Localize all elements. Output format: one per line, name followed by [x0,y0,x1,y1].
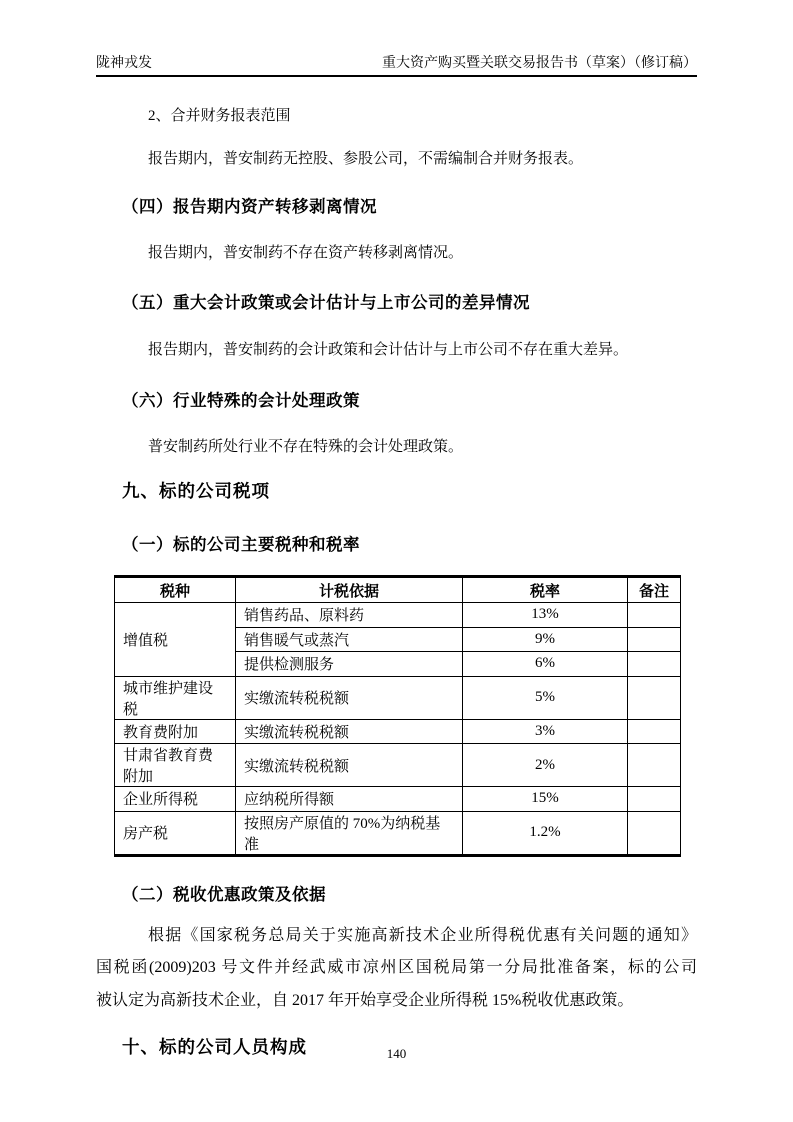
cell-tax-basis: 销售暖气或蒸汽 [236,627,463,652]
page-number: 140 [386,1046,407,1061]
cell-tax-note [628,811,681,855]
page-footer [0,1046,793,1062]
tax-table-header-tax: 税种 [115,577,236,603]
paragraph-line: 根据《国家税务总局关于实施高新技术企业所得税优惠有关问题的通知》 [148,926,697,944]
cell-tax-name: 增值税 [115,603,236,677]
cell-tax-rate: 15% [463,787,628,812]
cell-tax-basis: 销售药品、原料药 [236,603,463,628]
cell-tax-name: 城市维护建设税 [115,676,236,719]
cell-tax-name: 房产税 [115,811,236,855]
paragraph-asset-transfer: 报告期内，普安制药不存在资产转移剥离情况。 [148,245,464,261]
cell-tax-rate: 5% [463,676,628,719]
cell-tax-rate: 1.2% [463,811,628,855]
chapter-heading-9: 九、标的公司税项 [122,481,270,501]
cell-tax-basis: 实缴流转税税额 [236,676,463,719]
section-heading-6: （六）行业特殊的会计处理政策 [122,392,360,410]
cell-tax-basis: 应纳税所得额 [236,787,463,812]
cell-tax-note [628,744,681,787]
cell-tax-rate: 9% [463,627,628,652]
tax-table-header-row [115,577,681,603]
chapter-heading-10: 十、标的公司人员构成 [122,1037,307,1057]
cell-tax-rate: 2% [463,744,628,787]
tax-table [114,575,681,857]
paragraph-consolidated-statements: 报告期内，普安制药无控股、参股公司，不需编制合并财务报表。 [148,151,584,167]
cell-tax-basis: 提供检测服务 [236,652,463,677]
section-heading-9-2: （二）税收优惠政策及依据 [122,885,326,904]
header-doc-full-title: 重大资产购买暨关联交易报告书（草案）（修订稿） [382,56,697,71]
page-header [96,0,697,77]
cell-tax-rate: 3% [463,719,628,744]
cell-tax-note [628,719,681,744]
cell-tax-note [628,603,681,628]
cell-tax-name: 企业所得税 [115,787,236,812]
section-heading-9-1: （一）标的公司主要税种和税率 [122,536,360,554]
paragraph-industry-special-policy: 普安制药所处行业不存在特殊的会计处理政策。 [148,439,464,455]
tax-table-header-note: 备注 [628,577,681,603]
cell-tax-note [628,627,681,652]
table-row [115,676,681,719]
section-heading-5: （五）重大会计政策或会计估计与上市公司的差异情况 [122,294,530,312]
cell-tax-basis: 实缴流转税税额 [236,719,463,744]
table-row [115,603,681,628]
paragraph-line: 国税函(2009)203 号文件并经武威市凉州区国税局第一分局批准备案，标的公司 [96,959,697,976]
table-row [115,744,681,787]
cell-tax-basis: 按照房产原值的 70%为纳税基准 [236,811,463,855]
tax-table-header-rate: 税率 [463,577,628,603]
cell-tax-rate: 6% [463,652,628,677]
tax-table-header-basis: 计税依据 [236,577,463,603]
paragraph-tax-preference [96,920,697,1018]
subsection-heading-2: 2、合并财务报表范围 [148,108,291,124]
table-row [115,787,681,812]
cell-tax-note [628,652,681,677]
table-row [115,719,681,744]
paragraph-line: 被认定为高新技术企业，自 2017 年开始享受企业所得税 15%税收优惠政策。 [96,991,634,1009]
cell-tax-basis: 实缴流转税税额 [236,744,463,787]
paragraph-accounting-policy-difference: 报告期内，普安制药的会计政策和会计估计与上市公司不存在重大差异。 [148,342,629,358]
cell-tax-rate: 13% [463,603,628,628]
header-doc-short-title: 陇神戎发 [96,56,152,71]
cell-tax-name: 甘肃省教育费附加 [115,744,236,787]
cell-tax-name: 教育费附加 [115,719,236,744]
section-heading-4: （四）报告期内资产转移剥离情况 [122,198,377,216]
table-row [115,811,681,855]
cell-tax-note [628,676,681,719]
cell-tax-note [628,787,681,812]
